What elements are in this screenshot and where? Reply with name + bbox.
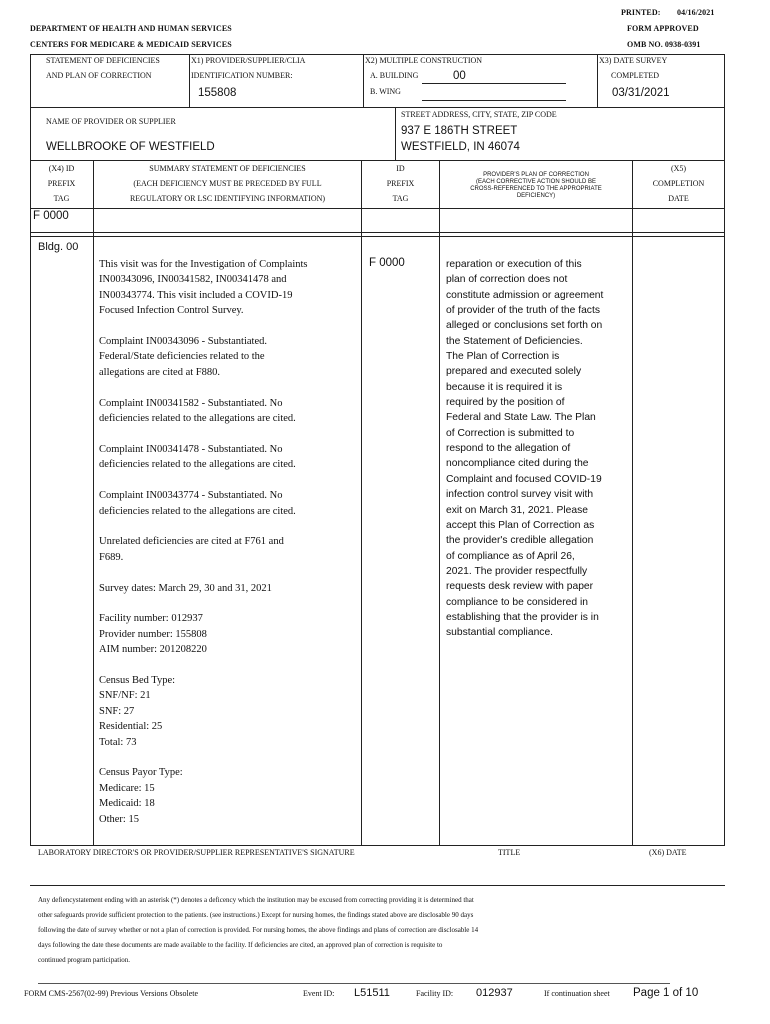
address-label: STREET ADDRESS, CITY, STATE, ZIP CODE	[401, 110, 557, 119]
title-label: TITLE	[498, 848, 521, 857]
provider-name-label: NAME OF PROVIDER OR SUPPLIER	[46, 117, 176, 126]
event-id-label: Event ID:	[303, 989, 335, 998]
provider-name-value: WELLBROOKE OF WESTFIELD	[46, 141, 215, 153]
address-line-1: 937 E 186TH STREET	[401, 125, 518, 137]
x5-header: (X5) COMPLETION DATE	[652, 164, 705, 203]
printed-date: 04/16/2021	[677, 8, 715, 17]
survey-date-value: 03/31/2021	[612, 87, 670, 99]
omb-number: OMB NO. 0938-0391	[627, 40, 701, 49]
poc-header: PROVIDER'S PLAN OF CORRECTION (EACH CORRECTIVE ACTION SHOULD BE CROSS-REFERENCED TO THE APPROPRIATE DEFICIENCY)	[470, 172, 602, 199]
department-title: DEPARTMENT OF HEALTH AND HUMAN SERVICES	[30, 24, 232, 33]
event-id-value: L51511	[354, 987, 390, 999]
building-value: 00	[453, 70, 466, 82]
building-label: A. BUILDING	[370, 71, 419, 80]
address-line-2: WESTFIELD, IN 46074	[401, 141, 520, 153]
cms-title: CENTERS FOR MEDICARE & MEDICAID SERVICES	[30, 40, 232, 49]
x1-label: X1) PROVIDER/SUPPLIER/CLIA	[191, 56, 306, 65]
provider-id-value: 155808	[198, 87, 237, 99]
form-number: FORM CMS-2567(02-99) Previous Versions Obsolete	[24, 989, 199, 998]
summary-statement: This visit was for the Investigation of Complaints IN00343096, IN00341582, IN00341478 and IN00343774. This visit included a COVID-19 Focused Infection Control Survey. Complaint IN00343096 - Substantiated. Federal/State deficiencies related to the allegations are cited at F880. Complaint IN00341582 - Substantiated. No deficiencies related to the allegations are cited. Complaint IN00341478 - Substantiated. No deficiencies related to the allegations are cited. Complaint IN00343774 - Substantiated. No deficiencies related to the allegations are cited. Unrelated deficiencies are cited at F761 and F689. Survey dates: March 29, 30 and 31, 2021 Facility number: 012937 Provider number: 155808 AIM number: 201208220 Census Bed Type: SNF/NF: 21 SNF: 27 Residential: 25 Total: 73 Census Payor Type: Medicare: 15 Medicaid: 18 Other: 15	[99, 259, 308, 825]
prefix-tag: F 0000	[33, 210, 69, 222]
plan-of-correction: reparation or execution of this plan of correction does not constitute admission or agreement of provider of the truth of the facts alleged or conclusions set forth on the Statement of Deficiencies. The Plan of Correction is prepared and executed solely because it is required it is required by the position of Federal and State Law. The Plan of Correction is submitted to respond to the allegation of noncompliance cited during the Complaint and focused COVID-19 infection control survey visit with exit on March 31, 2021. Please accept this Plan of Correction as the provider's credible allegation of compliance as of April 26, 2021. The provider respectfully requests desk review with paper compliance to be considered in establishing that the provider is in substantial compliance.	[446, 259, 604, 639]
printed-label: PRINTED:	[621, 8, 661, 17]
id-header: ID PREFIX TAG	[386, 164, 415, 203]
disclaimer-text: Any defiencystatement ending with an asterisk (*) denotes a deficency which the institution may be excused from correcting providing it is determined that other safeguards provide sufficient protection to the patients. (see instructions.) Except for nursing homes, the findings stated above are disclosable 90 days following the date of survey whether or not a plan of correction is provided. For nursing homes, the above findings and plans of correction are disclosable 14 days following the date these documents are made available to the facility. If deficiencies are cited, an approved plan of correction is requisite to continued program participation.	[38, 896, 479, 964]
facility-id-label: Facility ID:	[416, 989, 454, 998]
wing-label: B. WING	[370, 87, 401, 96]
continuation-label: If continuation sheet	[544, 989, 610, 998]
form-approved: FORM APPROVED	[627, 24, 699, 33]
building-tag: Bldg. 00	[38, 241, 79, 253]
signature-label: LABORATORY DIRECTOR'S OR PROVIDER/SUPPLIER REPRESENTATIVE'S SIGNATURE	[38, 848, 355, 857]
statement-label-2: AND PLAN OF CORRECTION	[46, 71, 152, 80]
summary-header: SUMMARY STATEMENT OF DEFICIENCIES (EACH DEFICIENCY MUST BE PRECEDED BY FULL REGULATORY OR LSC IDENTIFYING INFORMATION)	[129, 164, 326, 203]
statement-label-1: STATEMENT OF DEFICIENCIES	[46, 56, 160, 65]
date-label: (X6) DATE	[649, 848, 687, 857]
x3-label: X3) DATE SURVEY	[599, 56, 668, 65]
x3-label-2: COMPLETED	[611, 71, 659, 80]
x4-header: (X4) ID PREFIX TAG	[47, 164, 76, 203]
facility-id-value: 012937	[476, 987, 513, 999]
x2-label: X2) MULTIPLE CONSTRUCTION	[365, 56, 483, 65]
id-prefix-tag: F 0000	[369, 257, 405, 269]
page-number: Page 1 of 10	[633, 987, 699, 999]
x1-label-2: IDENTIFICATION NUMBER:	[191, 71, 293, 80]
